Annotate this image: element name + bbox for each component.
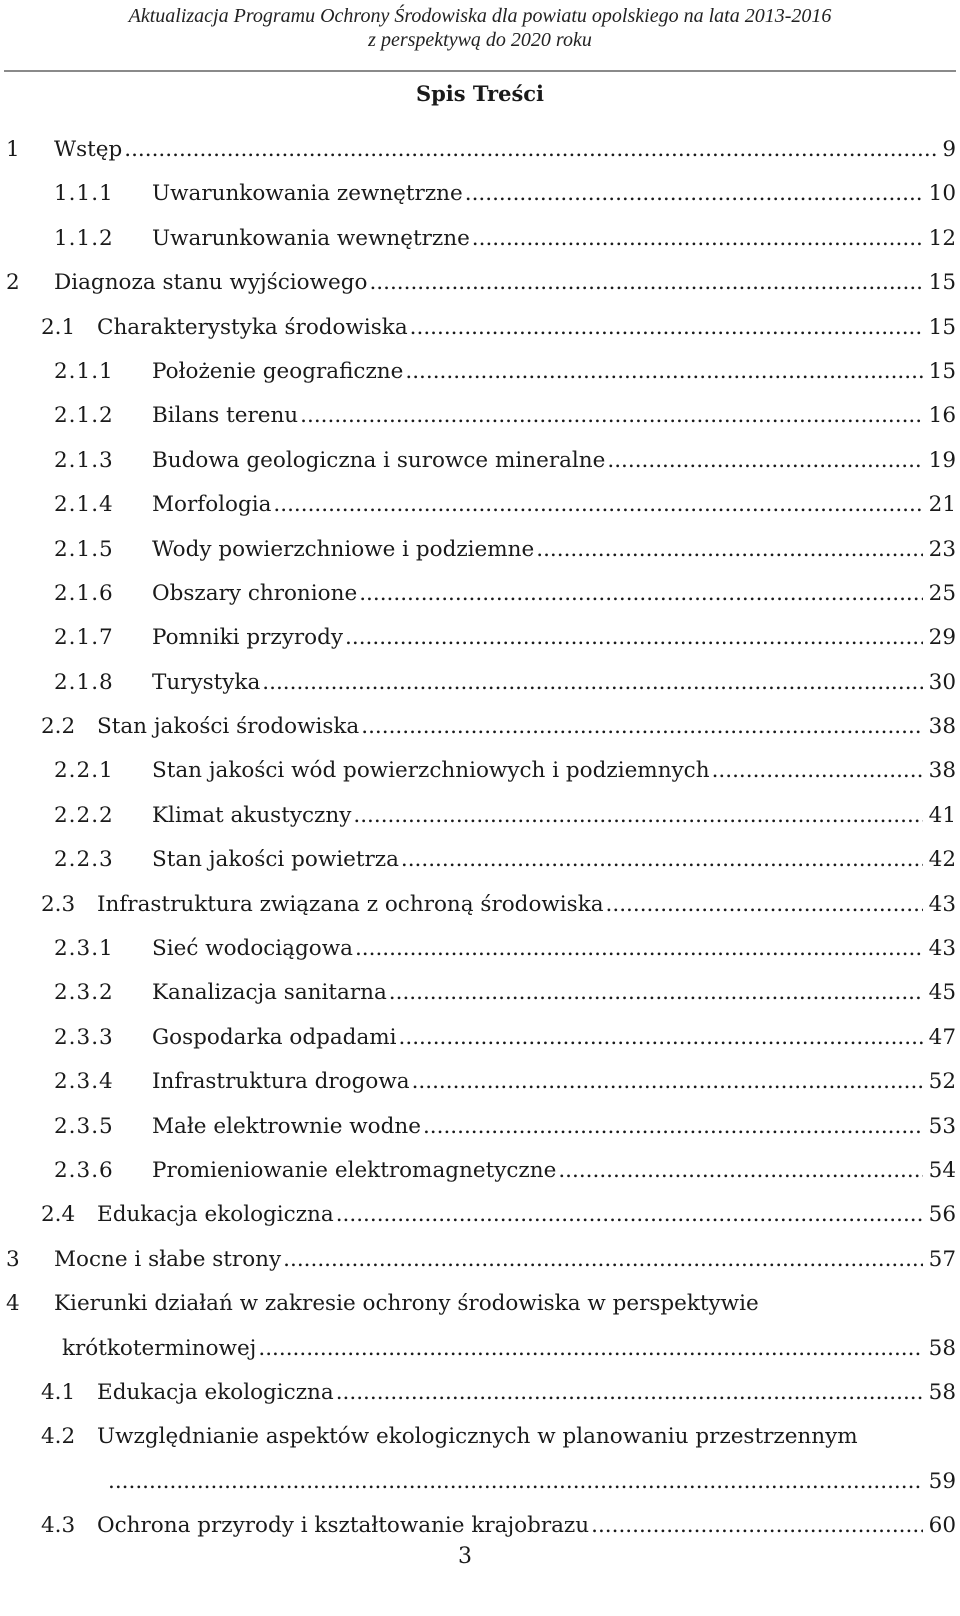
dot-leader (423, 1109, 923, 1145)
dot-leader (108, 1464, 923, 1500)
toc-entry-title: Diagnoza stanu wyjściowego (54, 270, 368, 296)
toc-entry-title: Uwarunkowania zewnętrzne (152, 181, 463, 207)
dot-leader (606, 887, 923, 923)
dot-leader (389, 975, 923, 1011)
toc-entry-page: 15 (928, 314, 956, 340)
toc-entry[interactable] (0, 354, 960, 398)
toc-entry-page: 47 (928, 1024, 956, 1050)
toc-entry-page: 29 (928, 625, 956, 651)
toc-entry-page: 38 (928, 758, 956, 784)
toc-entry-title: Edukacja ekologiczna (97, 1202, 334, 1228)
toc-entry-page: 58 (928, 1335, 956, 1361)
toc-entry-page: 42 (928, 847, 956, 873)
toc-entry-title: Stan jakości powietrza (152, 847, 399, 873)
toc-entry-page: 12 (928, 225, 956, 251)
toc-entry-number: 2.1.3 (54, 447, 114, 473)
toc-entry[interactable] (0, 1109, 960, 1153)
toc-entry-title: Położenie geograficzne (152, 358, 404, 384)
toc-entry[interactable] (0, 398, 960, 442)
toc-entry[interactable] (0, 709, 960, 753)
dot-leader (361, 709, 922, 745)
toc-entry[interactable] (0, 842, 960, 886)
toc-entry-title: Mocne i słabe strony (54, 1246, 282, 1272)
toc-entry-number: 2.3.5 (54, 1113, 114, 1139)
toc-entry-page: 38 (928, 714, 956, 740)
toc-entry-title: Kanalizacja sanitarna (152, 980, 387, 1006)
toc-entry[interactable] (0, 975, 960, 1019)
toc-entry[interactable] (0, 887, 960, 931)
dot-leader (283, 1242, 922, 1278)
dot-leader (405, 354, 922, 390)
dot-leader (353, 798, 922, 834)
toc-entry-title: Klimat akustyczny (152, 802, 352, 828)
toc-entry[interactable] (0, 132, 960, 176)
toc-entry-title: Edukacja ekologiczna (97, 1379, 334, 1405)
toc-entry-number: 2.3.4 (54, 1069, 114, 1095)
toc-entry-number: 2.3.6 (54, 1157, 114, 1183)
toc-entry[interactable] (0, 1375, 960, 1419)
toc-entry[interactable] (0, 265, 960, 309)
toc-entry-number: 2.3.1 (54, 936, 114, 962)
toc-entry-number: 4.3 (41, 1513, 76, 1539)
dot-leader (712, 753, 923, 789)
toc-entry-number: 2.1.4 (54, 492, 114, 518)
toc-entry[interactable] (0, 753, 960, 797)
toc-entry[interactable] (0, 798, 960, 842)
toc-entry-page: 19 (928, 447, 956, 473)
toc-entry-number: 4.2 (41, 1424, 76, 1450)
toc-entry-title: Pomniki przyrody (152, 625, 344, 651)
toc-entry-page: 58 (928, 1379, 956, 1405)
toc-entry-continuation[interactable] (0, 1331, 960, 1375)
toc-entry-number: 4.1 (41, 1379, 76, 1405)
toc-entry-page: 25 (928, 580, 956, 606)
dot-leader (558, 1153, 922, 1189)
toc-entry-page: 43 (928, 936, 956, 962)
toc-entry-page: 16 (928, 403, 956, 429)
toc-entry-page: 23 (928, 536, 956, 562)
toc-entry-number: 2.2.3 (54, 847, 114, 873)
header-divider (4, 70, 956, 72)
toc-entry[interactable] (0, 931, 960, 975)
dot-leader (472, 221, 923, 257)
dot-leader (412, 1064, 923, 1100)
toc-entry[interactable] (0, 665, 960, 709)
dot-leader (410, 310, 923, 346)
dot-leader (355, 931, 923, 967)
toc-entry-page: 15 (928, 358, 956, 384)
toc-entry-number: 2.3 (41, 891, 76, 917)
toc-entry-title: Wody powierzchniowe i podziemne (152, 536, 535, 562)
toc-entry[interactable] (0, 1064, 960, 1108)
toc-entry-title: Gospodarka odpadami (152, 1024, 397, 1050)
toc-entry[interactable] (0, 310, 960, 354)
toc-entry-number: 2 (6, 270, 20, 296)
running-header-line1: Aktualizacja Programu Ochrony Środowiska dla powiatu opolskiego na lata 2013-2016 (128, 5, 832, 27)
toc-entry-title: Stan jakości środowiska (97, 714, 360, 740)
toc-entry-page: 15 (928, 270, 956, 296)
toc-entry-number: 2.1.8 (54, 669, 114, 695)
toc-entry[interactable] (0, 487, 960, 531)
toc-entry[interactable] (0, 532, 960, 576)
toc-entry-title: Bilans terenu (152, 403, 299, 429)
dot-leader (369, 265, 922, 301)
toc-entry-title: Budowa geologiczna i surowce mineralne (152, 447, 606, 473)
toc-entry-title: Morfologia (152, 492, 272, 518)
dot-leader (345, 620, 923, 656)
table-of-contents (0, 132, 960, 1553)
dot-leader (591, 1508, 923, 1544)
running-header (0, 4, 960, 52)
toc-entry-title: Sieć wodociągowa (152, 936, 353, 962)
toc-entry-page: 60 (928, 1513, 956, 1539)
dot-leader (262, 665, 922, 701)
toc-entry-page: 56 (928, 1202, 956, 1228)
toc-entry-title: krótkoterminowej (62, 1335, 257, 1361)
toc-entry[interactable] (0, 576, 960, 620)
toc-entry-page: 59 (928, 1468, 956, 1494)
toc-entry-number: 1.1.2 (54, 225, 114, 251)
dot-leader (300, 398, 922, 434)
toc-entry[interactable] (0, 1286, 960, 1330)
toc-entry-page: 9 (942, 137, 956, 162)
toc-entry-number: 2.3.3 (54, 1024, 114, 1050)
toc-entry-page: 30 (928, 669, 956, 695)
dot-leader (607, 443, 922, 479)
dot-leader (399, 1020, 923, 1056)
toc-entry[interactable] (0, 1197, 960, 1241)
toc-entry-number: 2.1.2 (54, 403, 114, 429)
toc-entry-page: 53 (928, 1113, 956, 1139)
running-header-line2: z perspektywą do 2020 roku (368, 29, 592, 51)
toc-entry-number: 2.2.1 (54, 758, 114, 784)
toc-entry-page: 41 (928, 802, 956, 828)
dot-leader (465, 176, 923, 212)
toc-entry-page: 57 (928, 1246, 956, 1272)
toc-entry-number: 2.2.2 (54, 802, 114, 828)
toc-entry-page: 45 (928, 980, 956, 1006)
toc-entry-page: 54 (928, 1157, 956, 1183)
toc-entry[interactable] (0, 1419, 960, 1463)
toc-entry[interactable] (0, 1153, 960, 1197)
dot-leader (401, 842, 923, 878)
toc-entry-page: 10 (928, 181, 956, 207)
dot-leader (273, 487, 922, 523)
toc-entry-title: Uwarunkowania wewnętrzne (152, 225, 470, 251)
toc-entry-title: Stan jakości wód powierzchniowych i podziemnych (152, 758, 710, 784)
toc-entry[interactable] (0, 176, 960, 220)
toc-entry[interactable] (0, 1020, 960, 1064)
toc-entry[interactable] (0, 1242, 960, 1286)
toc-entry-title: Uwzględnianie aspektów ekologicznych w planowaniu przestrzennym (97, 1424, 858, 1450)
toc-entry[interactable] (0, 221, 960, 265)
toc-entry-number: 2.1 (41, 314, 76, 340)
toc-entry-number: 1.1.1 (54, 181, 114, 207)
toc-entry[interactable] (0, 443, 960, 487)
toc-entry-number: 2.1.5 (54, 536, 114, 562)
toc-entry-title: Infrastruktura związana z ochroną środowiska (97, 891, 604, 917)
toc-entry-title: Charakterystyka środowiska (97, 314, 408, 340)
toc-entry-title: Ochrona przyrody i kształtowanie krajobrazu (97, 1513, 590, 1539)
dot-leader (336, 1375, 923, 1411)
toc-entry-number: 4 (6, 1291, 20, 1317)
toc-entry-title: Infrastruktura drogowa (152, 1069, 410, 1095)
dot-leader (536, 532, 922, 568)
toc-entry-continuation[interactable] (0, 1464, 960, 1508)
dot-leader (124, 132, 936, 168)
toc-entry-title: Promieniowanie elektromagnetyczne (152, 1157, 557, 1183)
toc-entry-number: 3 (6, 1246, 20, 1272)
dot-leader (258, 1331, 922, 1367)
toc-entry-number: 2.4 (41, 1202, 76, 1228)
toc-entry-number: 2.1.6 (54, 580, 114, 606)
toc-entry-page: 43 (928, 891, 956, 917)
toc-entry-number: 2.1.1 (54, 358, 114, 384)
toc-entry-number: 2.2 (41, 714, 76, 740)
toc-title: Spis Treści (415, 81, 545, 106)
dot-leader (336, 1197, 923, 1233)
toc-entry-number: 1 (6, 137, 20, 162)
toc-entry-title: Kierunki działań w zakresie ochrony środowiska w perspektywie (54, 1291, 759, 1317)
page-number: 3 (458, 1544, 472, 1569)
dot-leader (359, 576, 922, 612)
toc-entry[interactable] (0, 620, 960, 664)
toc-entry-page: 21 (928, 492, 956, 518)
toc-entry-title: Małe elektrownie wodne (152, 1113, 421, 1139)
toc-entry-number: 2.3.2 (54, 980, 114, 1006)
toc-entry-title: Turystyka (152, 669, 261, 695)
toc-entry-page: 52 (928, 1069, 956, 1095)
toc-entry-title: Obszary chronione (152, 580, 358, 606)
toc-entry-number: 2.1.7 (54, 625, 114, 651)
toc-entry-title: Wstęp (54, 137, 123, 162)
